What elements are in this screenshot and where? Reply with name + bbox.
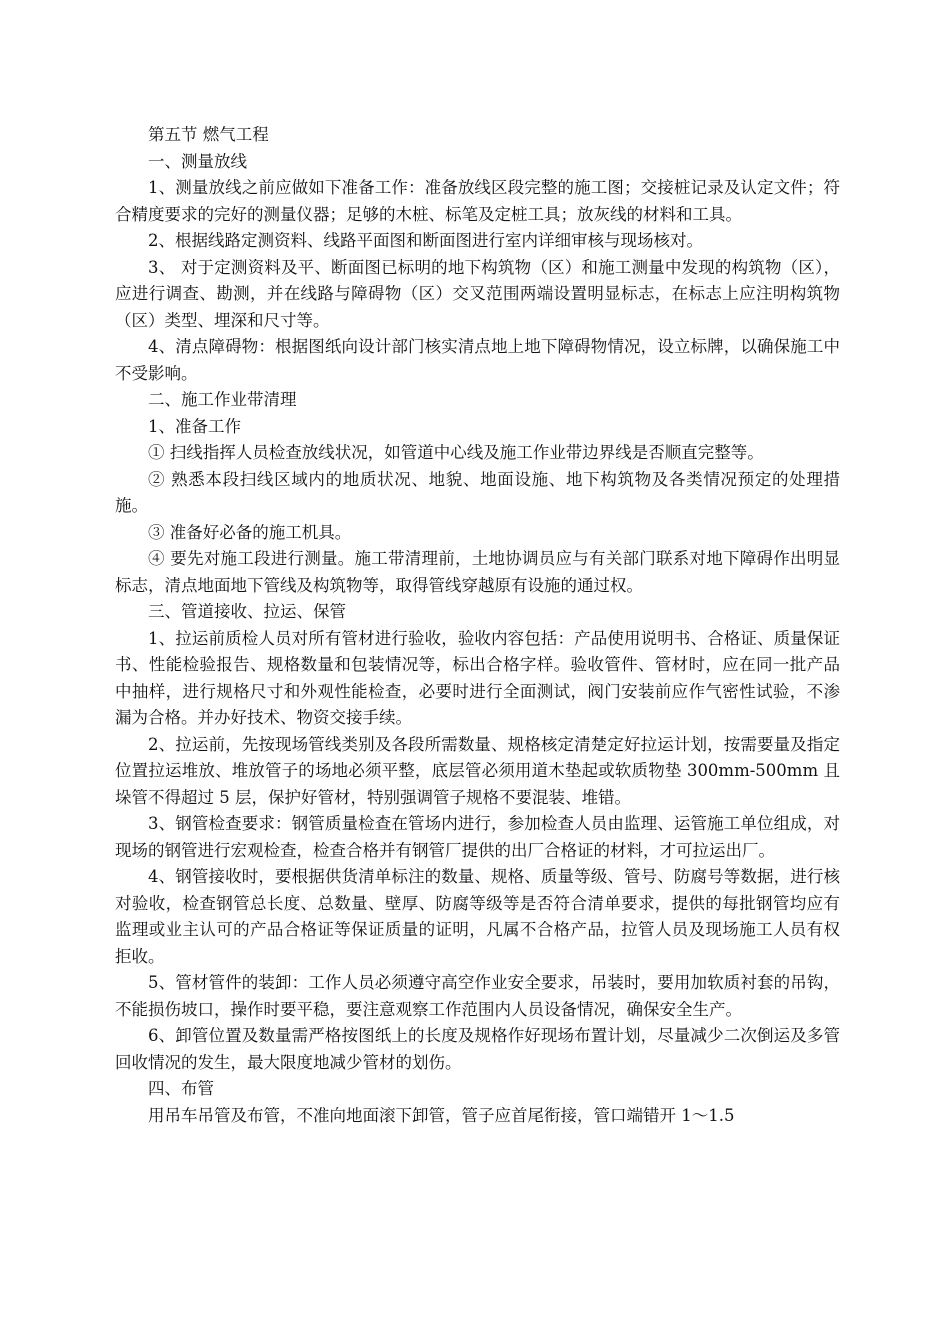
subheading: 1、准备工作 (148, 416, 241, 436)
paragraph: 4、钢管接收时，要根据供货清单标注的数量、规格、质量等级、管号、防腐号等数据，进行核对验收，检查钢管总长度、总数量、壁厚、防腐等级等是否符合清单要求，提供的每批钢管均应有监理或业主认可的产品合格证等保证质量的证明，凡属不合格产品，拉管人员及现场施工人员有权拒收。 (115, 867, 840, 966)
list-item: ② 熟悉本段扫线区域内的地质状况、地貌、地面设施、地下构筑物及各类情况预定的处理措施。 (115, 469, 840, 515)
paragraph: 用吊车吊管及布管，不准向地面滚下卸管，管子应首尾衔接，管口端错开 1～1.5 (148, 1105, 735, 1125)
paragraph: 4、清点障碍物：根据图纸向设计部门核实清点地上地下障碍物情况，设立标牌，以确保施工中不受影响。 (115, 337, 840, 383)
heading-1: 一、测量放线 (148, 151, 247, 171)
heading-4: 四、布管 (148, 1079, 214, 1098)
heading-3: 三、管道接收、拉运、保管 (148, 602, 346, 621)
paragraph: 5、管材管件的装卸：工作人员必须遵守高空作业安全要求，吊装时，要用加软质衬套的吊钩，不能损伤坡口，操作时要平稳，要注意观察工作范围内人员设备情况，确保安全生产。 (115, 973, 840, 1019)
paragraph: 2、根据线路定测资料、线路平面图和断面图进行室内详细审核与现场核对。 (148, 231, 703, 250)
list-item: ① 扫线指挥人员检查放线状况，如管道中心线及施工作业带边界线是否顺直完整等。 (148, 443, 764, 462)
paragraph: 3、 对于定测资料及平、断面图已标明的地下构筑物（区）和施工测量中发现的构筑物（区），应进行调查、勘测，并在线路与障碍物（区）交叉范围两端设置明显标志，在标志上应注明构筑物（区）类型、埋深和尺寸等。 (115, 257, 840, 330)
paragraph: 6、卸管位置及数量需严格按图纸上的长度及规格作好现场布置计划，尽量减少二次倒运及多管回收情况的发生，最大限度地减少管材的划伤。 (115, 1026, 840, 1072)
paragraph: 2、拉运前，先按现场管线类别及各段所需数量、规格核定清楚定好拉运计划，按需要量及指定位置拉运堆放、堆放管子的场地必须平整，底层管必须用道木垫起或软质物垫 300mm-500mm 且垛管不得超过 5 层，保护好管材，特别强调管子规格不要混装、堆错。 (115, 734, 840, 807)
paragraph: 1、测量放线之前应做如下准备工作：准备放线区段完整的施工图；交接桩记录及认定文件；符合精度要求的完好的测量仪器；足够的木桩、标笔及定桩工具；放灰线的材料和工具。 (115, 178, 840, 224)
list-item: ④ 要先对施工段进行测量。施工带清理前，土地协调员应与有关部门联系对地下障碍作出明显标志，清点地面地下管线及构筑物等，取得管线穿越原有设施的通过权。 (115, 549, 840, 595)
paragraph: 1、拉运前质检人员对所有管材进行验收，验收内容包括：产品使用说明书、合格证、质量保证书、性能检验报告、规格数量和包装情况等，标出合格字样。验收管件、管材时，应在同一批产品中抽样，进行规格尺寸和外观性能检查，必要时进行全面测试，阀门安装前应作气密性试验，不渗漏为合格。并办好技术、物资交接手续。 (115, 628, 840, 727)
list-item: ③ 准备好必备的施工机具。 (148, 522, 352, 542)
heading-2: 二、施工作业带清理 (148, 390, 297, 409)
document-body (115, 122, 840, 1129)
paragraph: 3、钢管检查要求：钢管质量检查在管场内进行，参加检查人员由监理、运管施工单位组成，对现场的钢管进行宏观检查，检查合格并有钢管厂提供的出厂合格证的材料，才可拉运出厂。 (115, 814, 840, 860)
section-title: 第五节 燃气工程 (148, 125, 269, 144)
